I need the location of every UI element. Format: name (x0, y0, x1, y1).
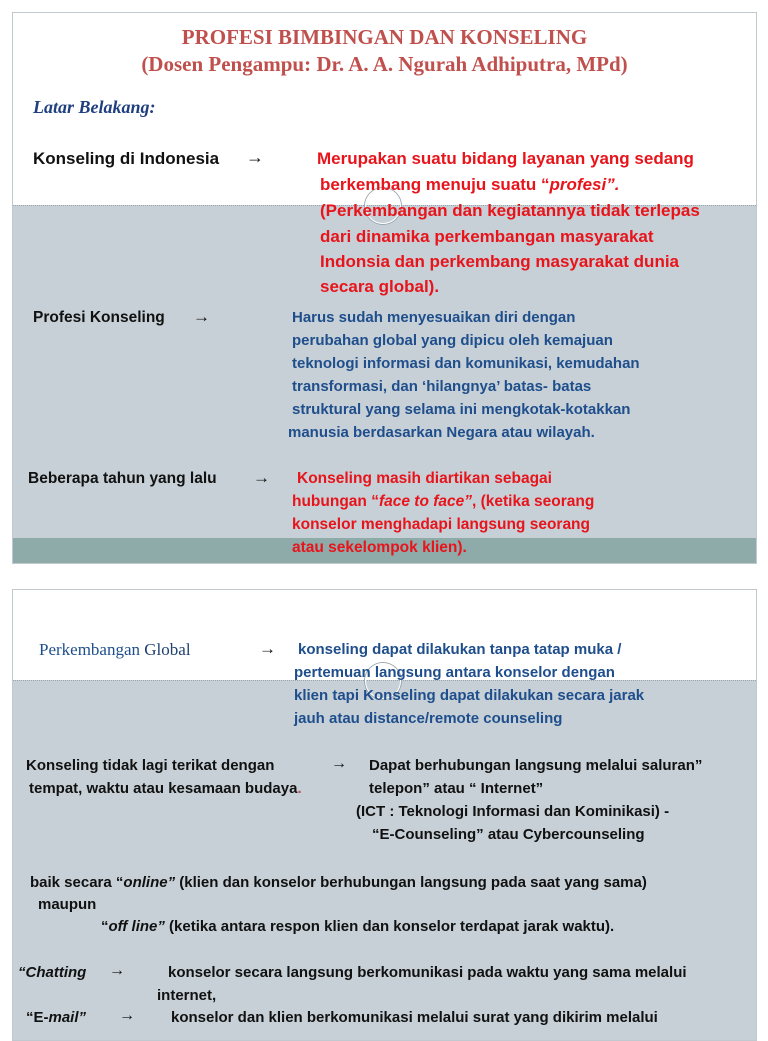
arrow-icon: → (109, 962, 125, 979)
text-line: hubungan “face to face”, (ketika seorang (292, 493, 595, 510)
text-line: konselor secara langsung berkomunikasi pada waktu yang sama melalui (168, 964, 687, 981)
arrow-icon: → (119, 1007, 135, 1024)
text-line: perubahan global yang dipicu oleh kemajuan (292, 332, 613, 349)
text-line: klien tapi Konseling dapat dilakukan secara jarak (294, 687, 645, 704)
text-line: teknologi informasi dan komunikasi, kemudahan (292, 355, 640, 372)
label-profesi-konseling: Profesi Konseling (33, 309, 165, 326)
slide-perkembangan-global (12, 589, 757, 1041)
text-line: internet, (157, 987, 217, 1004)
label-email: “E-mail” (26, 1009, 87, 1026)
text-line: atau sekelompok klien). (292, 539, 467, 556)
label-chatting: “Chatting (18, 964, 87, 981)
background-band (13, 680, 756, 1040)
text-line: struktural yang selama ini mengkotak-kotakkan (292, 401, 631, 418)
text-line: secara global). (320, 277, 440, 296)
arrow-icon: → (331, 755, 347, 772)
text-line: jauh atau distance/remote counseling (294, 710, 563, 727)
label-konseling-indonesia: Konseling di Indonesia (33, 149, 220, 168)
text-line: Indonsia dan perkembang masyarakat dunia (320, 252, 680, 271)
text-line: konselor dan klien berkomunikasi melalui surat yang dikirim melalui (171, 1009, 658, 1026)
text-line: Harus sudah menyesuaikan diri dengan (292, 309, 576, 326)
arrow-icon: → (259, 639, 276, 658)
arrow-icon: → (193, 307, 210, 326)
text-line: (ICT : Teknologi Informasi dan Kominikasi) - (356, 803, 670, 820)
slide-title: PROFESI BIMBINGAN DAN KONSELING (181, 25, 588, 49)
slide-subtitle: (Dosen Pengampu: Dr. A. A. Ngurah Adhiputra, MPd) (141, 52, 628, 76)
text-line: baik secara “online” (klien dan konselor berhubungan langsung pada saat yang sama) (30, 874, 647, 891)
text-line: Konseling masih diartikan sebagai (297, 470, 552, 487)
text-line: telepon” atau “ Internet” (369, 780, 544, 797)
text-line: manusia berdasarkan Negara atau wilayah. (288, 424, 595, 441)
text-line: Merupakan suatu bidang layanan yang sedang (317, 149, 694, 168)
text-line: konseling dapat dilakukan tanpa tatap muka / (298, 641, 622, 658)
text-line: berkembang menuju suatu “profesi”. (320, 175, 620, 194)
section-heading: Latar Belakang: (33, 97, 156, 117)
slide-latar-belakang (12, 12, 757, 564)
text-line: Dapat berhubungan langsung melalui saluran” (369, 757, 703, 774)
arrow-icon: → (246, 147, 264, 167)
text-line: (Perkembangan dan kegiatannya tidak terlepas (320, 201, 700, 220)
text-line: pertemuan langsung antara konselor dengan (294, 664, 615, 681)
text-line: konselor menghadapi langsung seorang (292, 516, 590, 533)
text-line: dari dinamika perkembangan masyarakat (320, 227, 654, 246)
arrow-icon: → (253, 468, 270, 487)
text-line: “E-Counseling” atau Cybercounseling (372, 826, 645, 843)
text-line: tempat, waktu atau kesamaan budaya. (29, 780, 302, 797)
text-line: maupun (38, 896, 97, 913)
label-perkembangan-global: Perkembangan Global (39, 640, 191, 659)
text-line: transformasi, dan ‘hilangnya’ batas- batas (292, 378, 592, 395)
label-beberapa-tahun: Beberapa tahun yang lalu (28, 470, 217, 487)
text-line: “off line” (ketika antara respon klien dan konselor terdapat jarak waktu). (101, 918, 615, 935)
text-line: Konseling tidak lagi terikat dengan (26, 757, 275, 774)
